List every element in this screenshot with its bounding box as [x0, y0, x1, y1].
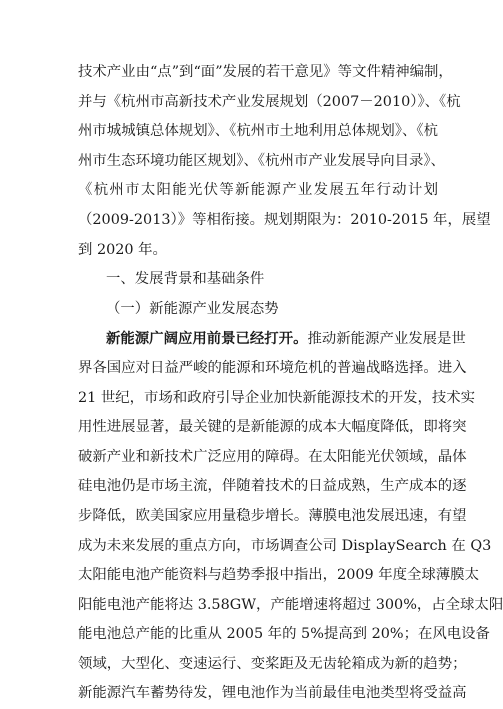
text-line: 到 2020 年。: [78, 241, 167, 258]
text-line: （2009-2013）》等相衔接。规划期限为：2010-2015 年，展望: [78, 211, 491, 228]
text-line-first: [78, 324, 466, 354]
text-line: 并与《杭州市高新技术产业发展规划（2007－2010）》、《杭: [78, 93, 461, 110]
text-line: 州市生态环境功能区规划》、《杭州市产业发展导向目录》、: [78, 152, 445, 169]
text-line: 领域，大型化、变速运行、变桨距及无齿轮箱成为新的趋势；: [78, 655, 467, 672]
section-heading: 一、发展背景和基础条件: [106, 271, 265, 288]
text-line: 21 世纪，市场和政府引导企业加快新能源技术的开发，技术实: [78, 389, 476, 406]
paragraph-lead-bold: 新能源广阔应用前景已经打开。: [106, 330, 308, 348]
text-line: 成为未来发展的重点方向，市场调查公司 DisplaySearch 在 Q3: [78, 537, 492, 554]
subsection-heading: （一）新能源产业发展态势: [106, 300, 279, 317]
text-line: 硅电池仍是市场主流，伴随着技术的日益成熟，生产成本的逐: [78, 478, 467, 495]
text-line: 界各国应对日益严峻的能源和环境危机的普遍战略选择。进入: [78, 359, 467, 376]
text-line: 技术产业由“点”到“面”发展的若干意见》等文件精神编制，: [78, 64, 453, 80]
text-line: 能电池总产能的比重从 2005 年的 5%提高到 20%；在风电设备: [78, 626, 490, 643]
text-line: 新能源汽车蓄势待发，锂电池作为当前最佳电池类型将受益高: [78, 685, 467, 702]
text-line: 步降低，欧美国家应用量稳步增长。薄膜电池发展迅速，有望: [78, 507, 467, 524]
text-line: 用性进展显著，最关键的是新能源的成本大幅度降低，即将突: [78, 419, 467, 436]
text-line: 州市城城镇总体规划》、《杭州市土地利用总体规划》、《杭: [78, 123, 438, 140]
paragraph-intro: [78, 58, 491, 265]
paragraph-new-energy: [78, 324, 503, 709]
text-line: 《杭州市太阳能光伏等新能源产业发展五年行动计划: [78, 182, 438, 199]
text-line: 阳能电池产能将达 3.58GW，产能增速将超过 300%，占全球太阳: [78, 596, 503, 613]
text-line: 太阳能电池产能资料与趋势季报中指出，2009 年度全球薄膜太: [78, 567, 479, 584]
paragraph-lead-rest: 推动新能源产业发展是世: [307, 331, 466, 348]
text-line: 破新产业和新技术广泛应用的障碍。在太阳能光伏领域，晶体: [78, 448, 467, 465]
document-body: [78, 58, 503, 709]
